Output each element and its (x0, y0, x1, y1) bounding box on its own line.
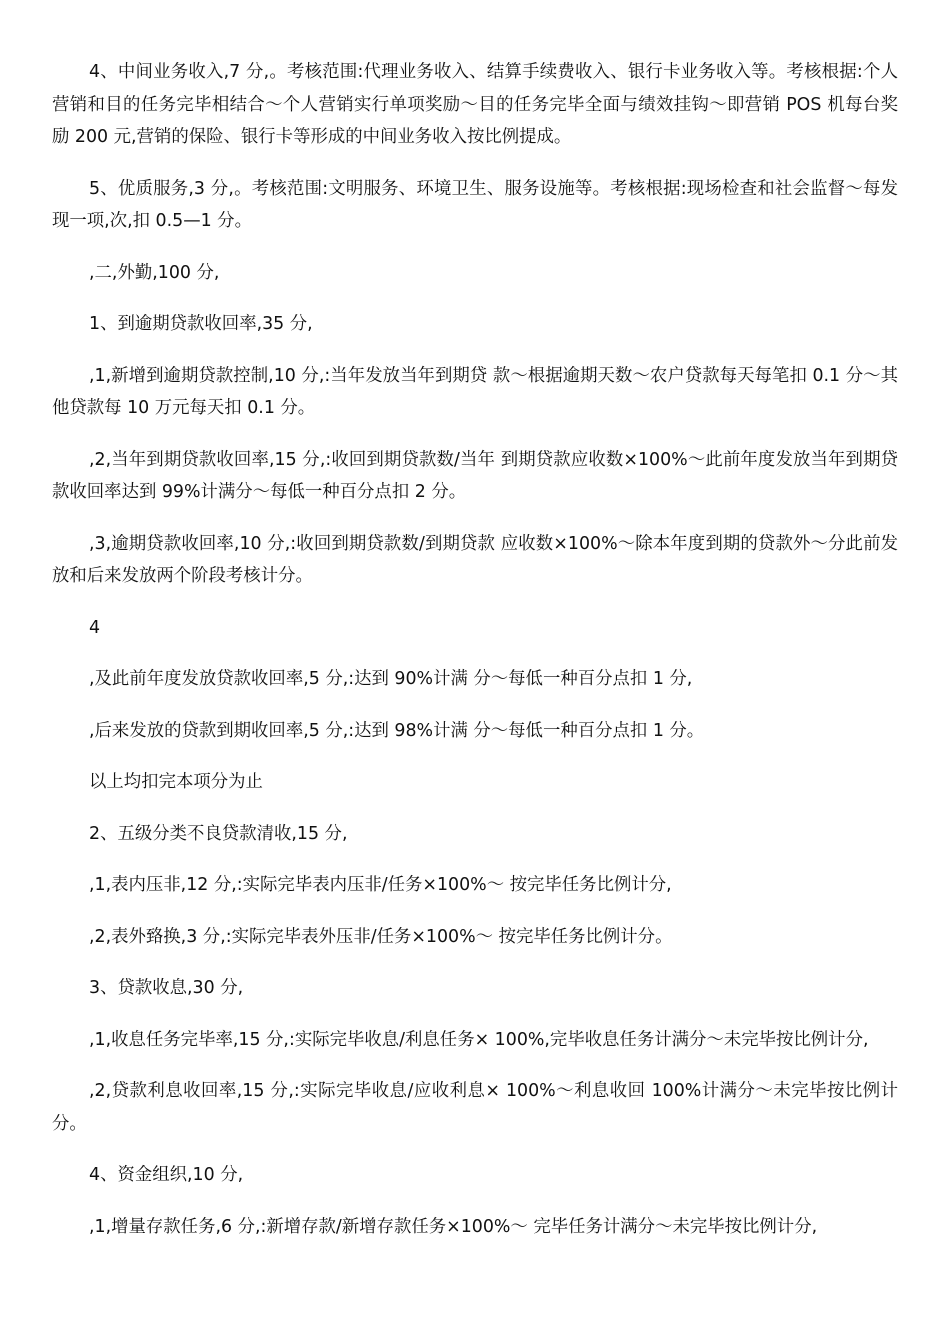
paragraph-incremental-deposit: ,1,增量存款任务,6 分,:新增存款/新增存款任务×100%～ 完毕任务计满分～未完毕按比例计分, (89, 1216, 818, 1237)
paragraph-bad-loan-collection: 2、五级分类不良贷款清收,15 分, (89, 823, 348, 844)
paragraph-deduction-note: 以上均扣完本项分为止 (89, 772, 263, 792)
paragraph-loan-interest: 3、贷款收息,30 分, (89, 978, 244, 998)
paragraph-on-balance-reduction: ,1,表内压非,12 分,:实际完毕表内压非/任务×100%～ 按完毕任务比例计分, (89, 875, 672, 895)
section-heading-field-work: ,二,外勤,100 分, (89, 262, 220, 283)
paragraph-interest-recovery-rate: ,2,贷款利息收回率,15 分,:实际完毕收息/应收利息× 100%～利息收回 100%计满分～未完毕按比例计分。 (52, 1081, 898, 1134)
paragraph-interest-task-rate: ,1,收息任务完毕率,15 分,:实际完毕收息/利息任务× 100%,完毕收息任务计满分～未完毕按比例计分, (89, 1029, 869, 1050)
paragraph-intermediate-business: 4、中间业务收入,7 分,。考核范围:代理业务收入、结算手续费收入、银行卡业务收入等。考核根据:个人营销和目的任务完毕相结合～个人营销实行单项奖励～目的任务完毕全面与绩效挂钩～即营销 POS 机每台奖励 200 元,营销的保险、银行卡等形成的中间业务收入按比例提成。 (52, 62, 898, 147)
paragraph-later-loan-recovery: ,后来发放的贷款到期收回率,5 分,:达到 98%计满 分～每低一种百分点扣 1 分。 (89, 720, 705, 741)
paragraph-overdue-recovery-rate: ,3,逾期贷款收回率,10 分,:收回到期贷款数/到期贷款 应收数×100%～除本年度到期的贷款外～分此前发放和后来发放两个阶段考核计分。 (52, 533, 898, 586)
page-number: 4 (89, 617, 101, 638)
paragraph-quality-service: 5、优质服务,3 分,。考核范围:文明服务、环境卫生、服务设施等。考核根据:现场检查和社会监督～每发现一项,次,扣 0.5—1 分。 (52, 178, 898, 231)
paragraph-current-year-recovery: ,2,当年到期贷款收回率,15 分,:收回到期贷款数/当年 到期贷款应收数×100%～此前年度发放当年到期贷款收回率达到 99%计满分～每低一种百分点扣 2 分。 (52, 449, 898, 502)
paragraph-fund-organization: 4、资金组织,10 分, (89, 1165, 244, 1185)
paragraph-new-overdue-control: ,1,新增到逾期贷款控制,10 分,:当年发放当年到期贷 款～根据逾期天数～农户贷款每天每笔扣 0.1 分～其他贷款每 10 万元每天扣 0.1 分。 (52, 365, 898, 418)
paragraph-prior-year-recovery: ,及此前年度发放贷款收回率,5 分,:达到 90%计满 分～每低一种百分点扣 1 分, (89, 669, 693, 689)
paragraph-overdue-loan-recovery: 1、到逾期贷款收回率,35 分, (89, 314, 313, 334)
paragraph-off-balance-replacement: ,2,表外臵换,3 分,:实际完毕表外压非/任务×100%～ 按完毕任务比例计分。 (89, 926, 673, 947)
